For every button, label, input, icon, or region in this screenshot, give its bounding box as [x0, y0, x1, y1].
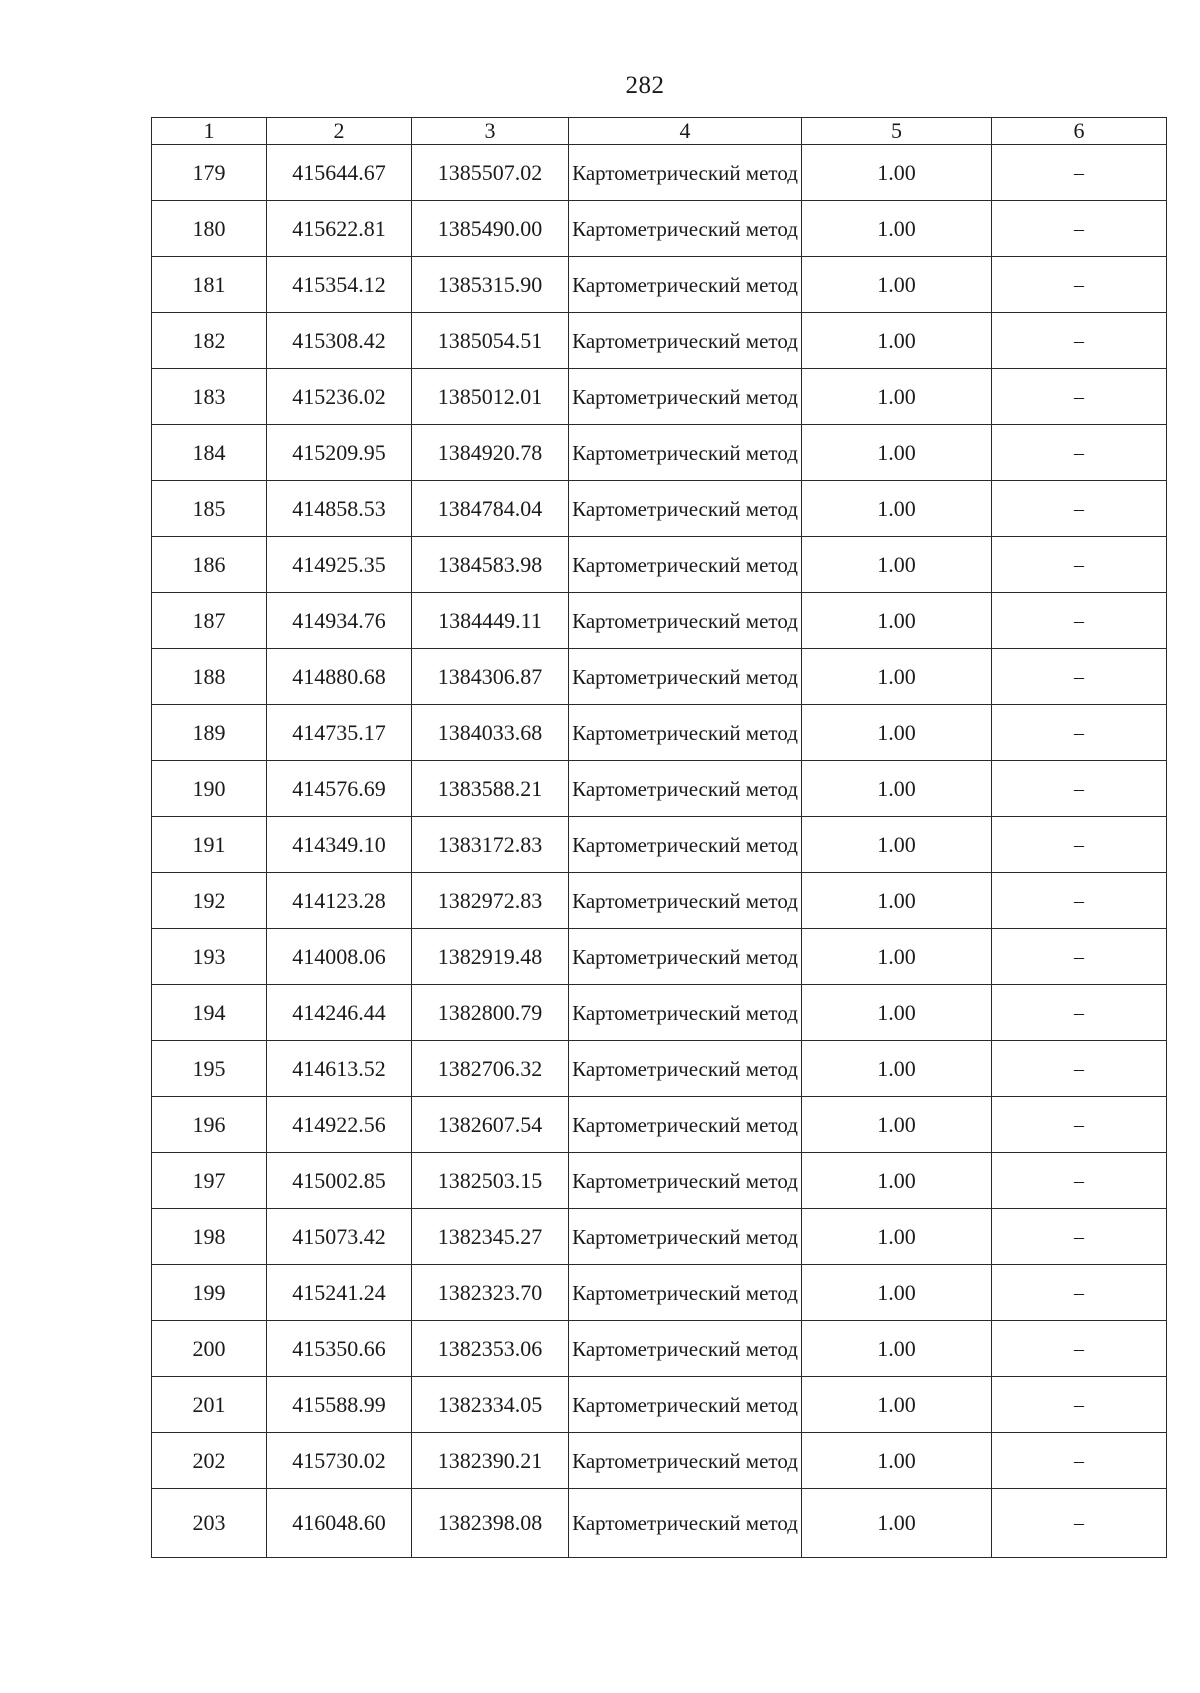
y-coordinate-cell: 1382919.48: [412, 929, 569, 985]
point-number-cell: 186: [152, 537, 267, 593]
x-coordinate-cell: 414349.10: [267, 817, 412, 873]
table-row: [152, 929, 1167, 985]
point-number-cell: 181: [152, 257, 267, 313]
method-cell: Картометрический метод: [569, 761, 802, 817]
y-coordinate-cell: 1383172.83: [412, 817, 569, 873]
point-number-cell: 200: [152, 1321, 267, 1377]
note-cell: –: [992, 593, 1167, 649]
y-coordinate-cell: 1382334.05: [412, 1377, 569, 1433]
method-cell: Картометрический метод: [569, 1097, 802, 1153]
x-coordinate-cell: 415730.02: [267, 1433, 412, 1489]
x-coordinate-cell: 415209.95: [267, 425, 412, 481]
x-coordinate-cell: 415241.24: [267, 1265, 412, 1321]
accuracy-cell: 1.00: [802, 1489, 992, 1558]
method-cell: Картометрический метод: [569, 257, 802, 313]
point-number-cell: 187: [152, 593, 267, 649]
method-cell: Картометрический метод: [569, 817, 802, 873]
method-cell: Картометрический метод: [569, 1489, 802, 1558]
table-row: [152, 817, 1167, 873]
point-number-cell: 179: [152, 145, 267, 201]
accuracy-cell: 1.00: [802, 1153, 992, 1209]
point-number-cell: 202: [152, 1433, 267, 1489]
table-row: [152, 481, 1167, 537]
table-row: [152, 1097, 1167, 1153]
note-cell: –: [992, 1209, 1167, 1265]
accuracy-cell: 1.00: [802, 1377, 992, 1433]
x-coordinate-cell: 414858.53: [267, 481, 412, 537]
point-number-cell: 203: [152, 1489, 267, 1558]
note-cell: –: [992, 425, 1167, 481]
accuracy-cell: 1.00: [802, 649, 992, 705]
y-coordinate-cell: 1382800.79: [412, 985, 569, 1041]
point-number-cell: 188: [152, 649, 267, 705]
table-row: [152, 1153, 1167, 1209]
method-cell: Картометрический метод: [569, 873, 802, 929]
note-cell: –: [992, 1377, 1167, 1433]
x-coordinate-cell: 414880.68: [267, 649, 412, 705]
method-cell: Картометрический метод: [569, 145, 802, 201]
table-row: [152, 761, 1167, 817]
point-number-cell: 195: [152, 1041, 267, 1097]
point-number-cell: 184: [152, 425, 267, 481]
table-row: [152, 145, 1167, 201]
accuracy-cell: 1.00: [802, 201, 992, 257]
column-header: 6: [992, 118, 1167, 145]
method-cell: Картометрический метод: [569, 425, 802, 481]
y-coordinate-cell: 1384784.04: [412, 481, 569, 537]
accuracy-cell: 1.00: [802, 817, 992, 873]
y-coordinate-cell: 1382607.54: [412, 1097, 569, 1153]
table-row: [152, 1209, 1167, 1265]
note-cell: –: [992, 145, 1167, 201]
y-coordinate-cell: 1385315.90: [412, 257, 569, 313]
table-row: [152, 1377, 1167, 1433]
method-cell: Картометрический метод: [569, 593, 802, 649]
column-header: 5: [802, 118, 992, 145]
accuracy-cell: 1.00: [802, 313, 992, 369]
note-cell: –: [992, 873, 1167, 929]
point-number-cell: 182: [152, 313, 267, 369]
table-row: [152, 369, 1167, 425]
x-coordinate-cell: 414613.52: [267, 1041, 412, 1097]
method-cell: Картометрический метод: [569, 1265, 802, 1321]
point-number-cell: 199: [152, 1265, 267, 1321]
point-number-cell: 190: [152, 761, 267, 817]
table-row: [152, 1041, 1167, 1097]
accuracy-cell: 1.00: [802, 369, 992, 425]
y-coordinate-cell: 1382390.21: [412, 1433, 569, 1489]
point-number-cell: 194: [152, 985, 267, 1041]
point-number-cell: 198: [152, 1209, 267, 1265]
accuracy-cell: 1.00: [802, 481, 992, 537]
x-coordinate-cell: 415354.12: [267, 257, 412, 313]
note-cell: –: [992, 985, 1167, 1041]
accuracy-cell: 1.00: [802, 1097, 992, 1153]
y-coordinate-cell: 1382345.27: [412, 1209, 569, 1265]
x-coordinate-cell: 414925.35: [267, 537, 412, 593]
method-cell: Картометрический метод: [569, 649, 802, 705]
table-body: [152, 145, 1167, 1558]
note-cell: –: [992, 817, 1167, 873]
accuracy-cell: 1.00: [802, 257, 992, 313]
accuracy-cell: 1.00: [802, 761, 992, 817]
table-row: [152, 537, 1167, 593]
point-number-cell: 192: [152, 873, 267, 929]
note-cell: –: [992, 257, 1167, 313]
y-coordinate-cell: 1384920.78: [412, 425, 569, 481]
page-number: 282: [625, 72, 665, 99]
accuracy-cell: 1.00: [802, 929, 992, 985]
table-row: [152, 1321, 1167, 1377]
note-cell: –: [992, 1265, 1167, 1321]
x-coordinate-cell: 415073.42: [267, 1209, 412, 1265]
table-row: [152, 705, 1167, 761]
method-cell: Картометрический метод: [569, 1041, 802, 1097]
note-cell: –: [992, 537, 1167, 593]
y-coordinate-cell: 1385012.01: [412, 369, 569, 425]
x-coordinate-cell: 415002.85: [267, 1153, 412, 1209]
note-cell: –: [992, 1433, 1167, 1489]
method-cell: Картометрический метод: [569, 313, 802, 369]
accuracy-cell: 1.00: [802, 1041, 992, 1097]
method-cell: Картометрический метод: [569, 1153, 802, 1209]
method-cell: Картометрический метод: [569, 1209, 802, 1265]
x-coordinate-cell: 415588.99: [267, 1377, 412, 1433]
accuracy-cell: 1.00: [802, 1265, 992, 1321]
y-coordinate-cell: 1383588.21: [412, 761, 569, 817]
point-number-cell: 185: [152, 481, 267, 537]
note-cell: –: [992, 481, 1167, 537]
column-header: 2: [267, 118, 412, 145]
column-header: 3: [412, 118, 569, 145]
method-cell: Картометрический метод: [569, 369, 802, 425]
y-coordinate-cell: 1384449.11: [412, 593, 569, 649]
point-number-cell: 183: [152, 369, 267, 425]
method-cell: Картометрический метод: [569, 1377, 802, 1433]
x-coordinate-cell: 414934.76: [267, 593, 412, 649]
column-header: 4: [569, 118, 802, 145]
note-cell: –: [992, 929, 1167, 985]
y-coordinate-cell: 1382353.06: [412, 1321, 569, 1377]
point-number-cell: 193: [152, 929, 267, 985]
table-row: [152, 313, 1167, 369]
y-coordinate-cell: 1385490.00: [412, 201, 569, 257]
y-coordinate-cell: 1382972.83: [412, 873, 569, 929]
x-coordinate-cell: 415622.81: [267, 201, 412, 257]
y-coordinate-cell: 1384583.98: [412, 537, 569, 593]
note-cell: –: [992, 369, 1167, 425]
y-coordinate-cell: 1384033.68: [412, 705, 569, 761]
accuracy-cell: 1.00: [802, 1209, 992, 1265]
x-coordinate-cell: 414246.44: [267, 985, 412, 1041]
note-cell: –: [992, 1321, 1167, 1377]
accuracy-cell: 1.00: [802, 425, 992, 481]
accuracy-cell: 1.00: [802, 1321, 992, 1377]
method-cell: Картометрический метод: [569, 1321, 802, 1377]
coordinates-table: [151, 117, 1167, 1558]
point-number-cell: 189: [152, 705, 267, 761]
accuracy-cell: 1.00: [802, 145, 992, 201]
point-number-cell: 201: [152, 1377, 267, 1433]
x-coordinate-cell: 416048.60: [267, 1489, 412, 1558]
table-row: [152, 1489, 1167, 1558]
accuracy-cell: 1.00: [802, 985, 992, 1041]
method-cell: Картометрический метод: [569, 929, 802, 985]
table-row: [152, 593, 1167, 649]
note-cell: –: [992, 313, 1167, 369]
point-number-cell: 196: [152, 1097, 267, 1153]
y-coordinate-cell: 1382503.15: [412, 1153, 569, 1209]
point-number-cell: 191: [152, 817, 267, 873]
method-cell: Картометрический метод: [569, 985, 802, 1041]
note-cell: –: [992, 705, 1167, 761]
note-cell: –: [992, 1041, 1167, 1097]
x-coordinate-cell: 414735.17: [267, 705, 412, 761]
y-coordinate-cell: 1382323.70: [412, 1265, 569, 1321]
table-row: [152, 649, 1167, 705]
y-coordinate-cell: 1382398.08: [412, 1489, 569, 1558]
x-coordinate-cell: 415236.02: [267, 369, 412, 425]
note-cell: –: [992, 761, 1167, 817]
note-cell: –: [992, 1153, 1167, 1209]
method-cell: Картометрический метод: [569, 1433, 802, 1489]
table-row: [152, 257, 1167, 313]
table-header-row: [152, 118, 1167, 145]
x-coordinate-cell: 415644.67: [267, 145, 412, 201]
method-cell: Картометрический метод: [569, 537, 802, 593]
accuracy-cell: 1.00: [802, 705, 992, 761]
accuracy-cell: 1.00: [802, 537, 992, 593]
table-row: [152, 985, 1167, 1041]
accuracy-cell: 1.00: [802, 873, 992, 929]
x-coordinate-cell: 414576.69: [267, 761, 412, 817]
x-coordinate-cell: 414123.28: [267, 873, 412, 929]
x-coordinate-cell: 414008.06: [267, 929, 412, 985]
y-coordinate-cell: 1384306.87: [412, 649, 569, 705]
table-row: [152, 1265, 1167, 1321]
note-cell: –: [992, 1489, 1167, 1558]
x-coordinate-cell: 415350.66: [267, 1321, 412, 1377]
y-coordinate-cell: 1382706.32: [412, 1041, 569, 1097]
point-number-cell: 180: [152, 201, 267, 257]
method-cell: Картометрический метод: [569, 201, 802, 257]
table-row: [152, 873, 1167, 929]
table-row: [152, 1433, 1167, 1489]
accuracy-cell: 1.00: [802, 593, 992, 649]
table-row: [152, 425, 1167, 481]
accuracy-cell: 1.00: [802, 1433, 992, 1489]
table-row: [152, 201, 1167, 257]
method-cell: Картометрический метод: [569, 481, 802, 537]
x-coordinate-cell: 415308.42: [267, 313, 412, 369]
x-coordinate-cell: 414922.56: [267, 1097, 412, 1153]
note-cell: –: [992, 1097, 1167, 1153]
note-cell: –: [992, 649, 1167, 705]
column-header: 1: [152, 118, 267, 145]
method-cell: Картометрический метод: [569, 705, 802, 761]
point-number-cell: 197: [152, 1153, 267, 1209]
y-coordinate-cell: 1385507.02: [412, 145, 569, 201]
y-coordinate-cell: 1385054.51: [412, 313, 569, 369]
note-cell: –: [992, 201, 1167, 257]
